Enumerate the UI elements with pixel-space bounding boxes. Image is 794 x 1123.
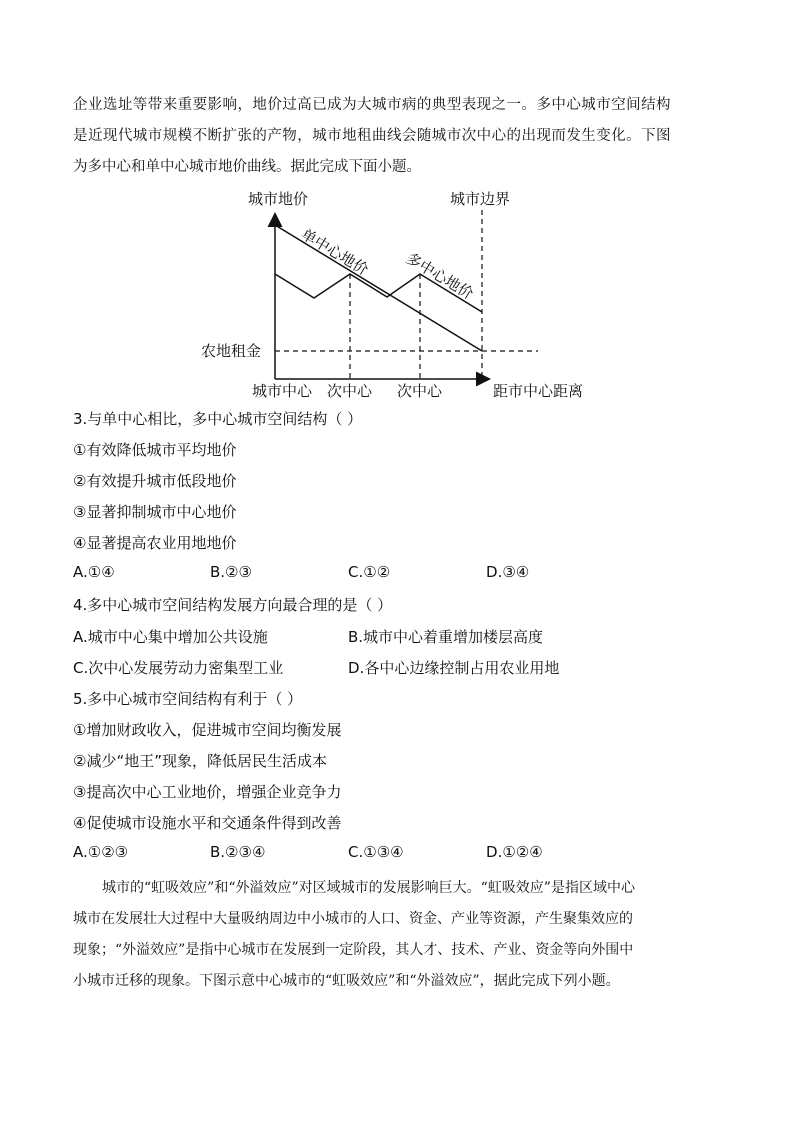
q5-option-d[interactable]: D.①②④ (486, 843, 543, 861)
q5-item-2: ②减少“地王”现象，降低居民生活成本 (73, 752, 327, 770)
q4-option-b[interactable]: B.城市中心着重增加楼层高度 (348, 628, 544, 646)
q3-option-b[interactable]: B.②③ (210, 563, 252, 581)
q3-item-2: ②有效提升城市低段地价 (73, 472, 237, 490)
q3-option-a[interactable]: A.①④ (73, 563, 115, 581)
q4-option-c[interactable]: C.次中心发展劳动力密集型工业 (73, 659, 284, 677)
q3-item-3: ③显著抑制城市中心地价 (73, 503, 237, 521)
intro-line-3: 为多中心和单中心城市地价曲线。据此完成下面小题。 (73, 159, 421, 175)
q3-stem: 3.与单中心相比，多中心城市空间结构（ ） (73, 410, 363, 428)
passage-2-line-2: 城市在发展壮大过程中大量吸纳周边中小城市的人口、资金、产业等资源，产生聚集效应的 (73, 911, 633, 927)
q5-item-1: ①增加财政收入，促进城市空间均衡发展 (73, 721, 342, 739)
q5-option-a[interactable]: A.①②③ (73, 843, 129, 861)
x-axis-label: 距市中心距离 (493, 382, 584, 400)
passage-2-line-1: 城市的“虹吸效应”和“外溢效应”对区域城市的发展影响巨大。“虹吸效应”是指区域中心 (102, 880, 635, 896)
passage-2-line-3: 现象；“外溢效应”是指中心城市在发展到一定阶段，其人才、技术、产业、资金等向外围中 (73, 942, 634, 958)
y-axis-label: 城市地价 (248, 190, 309, 208)
q5-item-3: ③提高次中心工业地价，增强企业竞争力 (73, 783, 342, 801)
q3-option-c[interactable]: C.①② (348, 563, 391, 581)
intro-line-2: 是近现代城市规模不断扩张的产物，城市地租曲线会随城市次中心的出现而发生变化。下图 (73, 128, 671, 144)
intro-paragraph (73, 90, 723, 183)
city-boundary-label: 城市边界 (450, 190, 511, 208)
x-label-sub-center-1: 次中心 (327, 382, 373, 400)
q4-option-d[interactable]: D.各中心边缘控制占用农业用地 (348, 659, 560, 677)
x-label-sub-center-2: 次中心 (397, 382, 443, 400)
single-center-label: 单中心地价 (297, 224, 372, 280)
q3-item-1: ①有效降低城市平均地价 (73, 441, 237, 459)
q3-item-4: ④显著提高农业用地地价 (73, 534, 237, 552)
q4-stem: 4.多中心城市空间结构发展方向最合理的是（ ） (73, 596, 393, 614)
passage-2 (73, 873, 723, 997)
q5-item-4: ④促使城市设施水平和交通条件得到改善 (73, 814, 342, 832)
x-label-city-center: 城市中心 (252, 382, 313, 400)
q5-stem: 5.多中心城市空间结构有利于（ ） (73, 690, 303, 708)
land-price-figure (0, 185, 794, 405)
farm-rent-label: 农地租金 (201, 342, 262, 360)
multi-center-label: 多中心地价 (402, 248, 477, 304)
intro-line-1: 企业选址等带来重要影响，地价过高已成为大城市病的典型表现之一。多中心城市空间结构 (73, 97, 671, 113)
q5-option-c[interactable]: C.①③④ (348, 843, 404, 861)
q3-option-d[interactable]: D.③④ (486, 563, 530, 581)
passage-2-line-4: 小城市迁移的现象。下图示意中心城市的“虹吸效应”和“外溢效应”，据此完成下列小题。 (73, 973, 620, 989)
q5-option-b[interactable]: B.②③④ (210, 843, 266, 861)
q4-option-a[interactable]: A.城市中心集中增加公共设施 (73, 628, 268, 646)
